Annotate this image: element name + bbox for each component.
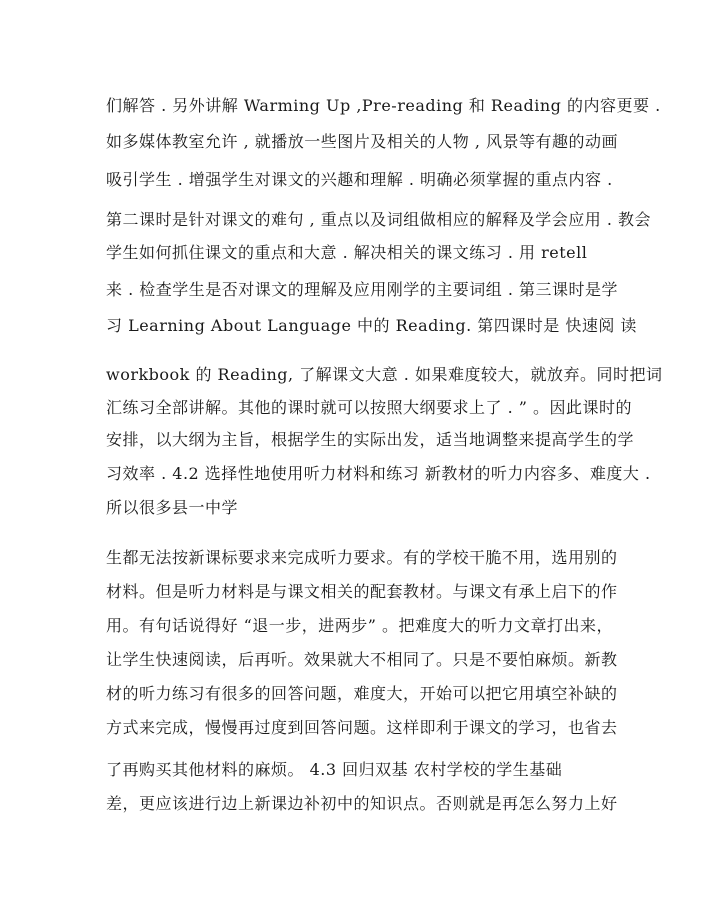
text-line: 差，更应该进行边上新课边补初中的知识点。否则就是再怎么努力上好 <box>106 794 618 813</box>
text-line: 了再购买其他材料的麻烦。 4.3 回归双基 农村学校的学生基础 <box>106 760 563 779</box>
text-line: 学生如何抓住课文的重点和大意 . 解决相关的课文练习 . 用 retell <box>106 243 588 262</box>
text-line: 材的听力练习有很多的回答问题，难度大，开始可以把它用填空补缺的 <box>106 684 618 703</box>
text-line: 习 Learning About Language 中的 Reading. 第四课时是 快速阅 读 <box>106 316 637 335</box>
text-line: 让学生快速阅读，后再听。效果就大不相同了。只是不要怕麻烦。新教 <box>106 650 618 669</box>
text-line: 习效率 . 4.2 选择性地使用听力材料和练习 新教材的听力内容多、难度大 . <box>106 464 651 483</box>
text-line: 所以很多县一中学 <box>106 498 239 517</box>
text-line: 方式来完成，慢慢再过度到回答问题。这样即利于课文的学习，也省去 <box>106 718 618 737</box>
text-line: 们解答 . 另外讲解 Warming Up ,Pre-reading 和 Reading 的内容更要 . <box>106 96 661 115</box>
text-line: 用。有句话说得好 “退一步，进两步” 。把难度大的听力文章打出来， <box>106 616 614 635</box>
text-line: 第二课时是针对课文的难句 , 重点以及词组做相应的解释及学会应用 . 教会 <box>106 210 652 229</box>
text-line: 材料。但是听力材料是与课文相关的配套教材。与课文有承上启下的作 <box>106 582 618 601</box>
text-line: 吸引学生 . 增强学生对课文的兴趣和理解 . 明确必须掌握的重点内容 . <box>106 170 613 189</box>
text-line: 安排，以大纲为主旨，根据学生的实际出发，适当地调整来提高学生的学 <box>106 430 635 449</box>
text-line: 如多媒体教室允许 , 就播放一些图片及相关的人物 , 风景等有趣的动画 <box>106 132 619 151</box>
text-line: 生都无法按新课标要求来完成听力要求。有的学校干脆不用，选用别的 <box>106 548 618 567</box>
text-line: 汇练习全部讲解。其他的课时就可以按照大纲要求上了 . ” 。因此课时的 <box>106 398 633 417</box>
text-line: 来 . 检查学生是否对课文的理解及应用刚学的主要词组 . 第三课时是学 <box>106 280 619 299</box>
text-line: workbook 的 Reading, 了解课文大意 . 如果难度较大，就放弃。同时把词 <box>106 365 663 384</box>
